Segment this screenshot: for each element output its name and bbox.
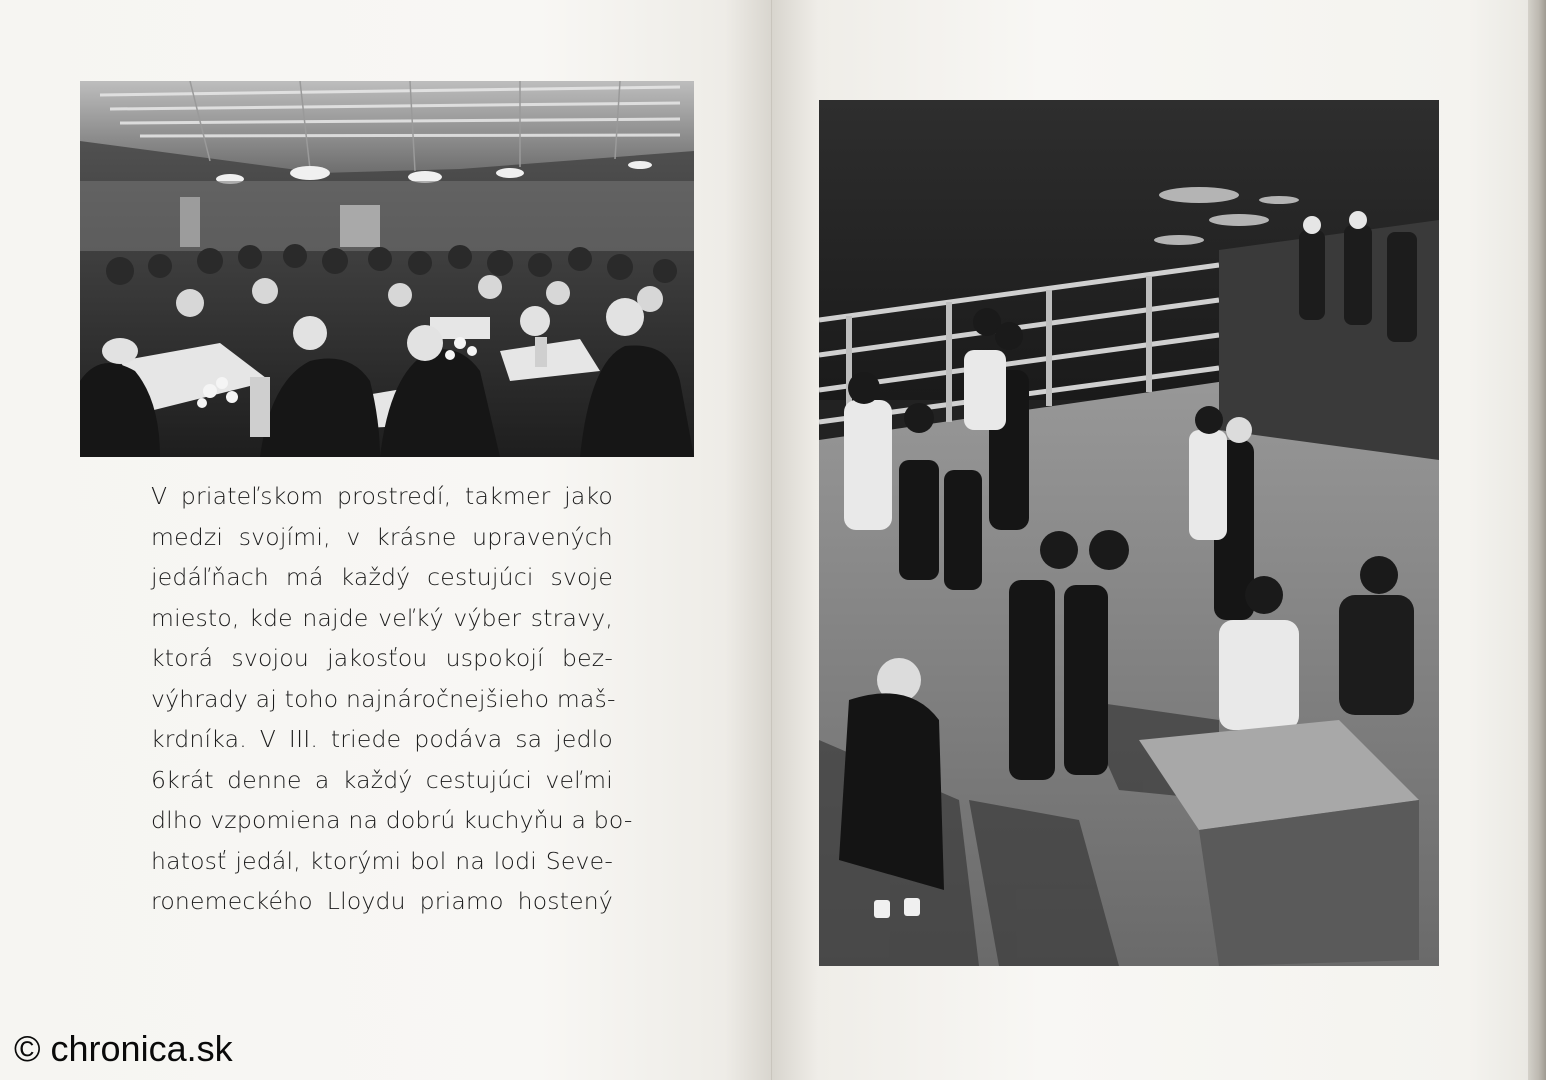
deck-dancing-photo xyxy=(819,100,1439,966)
paragraph-line: V priateľskom prostredí, takmer jako xyxy=(151,482,613,510)
copyright-watermark: © chronica.sk xyxy=(14,1028,233,1069)
paragraph-line: hatosť jedál, ktorými bol na lodi Seve- xyxy=(151,846,613,875)
paragraph-line: 6krát denne a každý cestujúci veľmi xyxy=(151,765,613,794)
paragraph-line: krdníka. V III. triede podáva sa jedlo xyxy=(151,725,613,753)
paragraph-line: ronemeckého Lloydu priamo hostený xyxy=(151,887,613,915)
paragraph-line: výhrady aj toho najnáročnejšieho maš- xyxy=(151,684,616,713)
paragraph-line: jedáľňach má každý cestujúci svoje xyxy=(151,563,613,591)
dining-room-photo xyxy=(80,81,694,457)
paragraph-line: miesto, kde najde veľký výber stravy, xyxy=(151,603,613,632)
left-page xyxy=(0,0,772,1080)
body-paragraph xyxy=(151,476,633,922)
dining-room-illustration xyxy=(80,81,694,457)
deck-dancing-illustration xyxy=(819,100,1439,966)
paragraph-line: ktorá svojou jakosťou uspokojí bez- xyxy=(151,644,613,672)
paragraph-line: medzi svojími, v krásne upravených xyxy=(151,522,613,551)
booklet-edge xyxy=(1528,0,1546,1080)
paragraph-line: dlho vzpomiena na dobrú kuchyňu a bo- xyxy=(151,806,633,834)
